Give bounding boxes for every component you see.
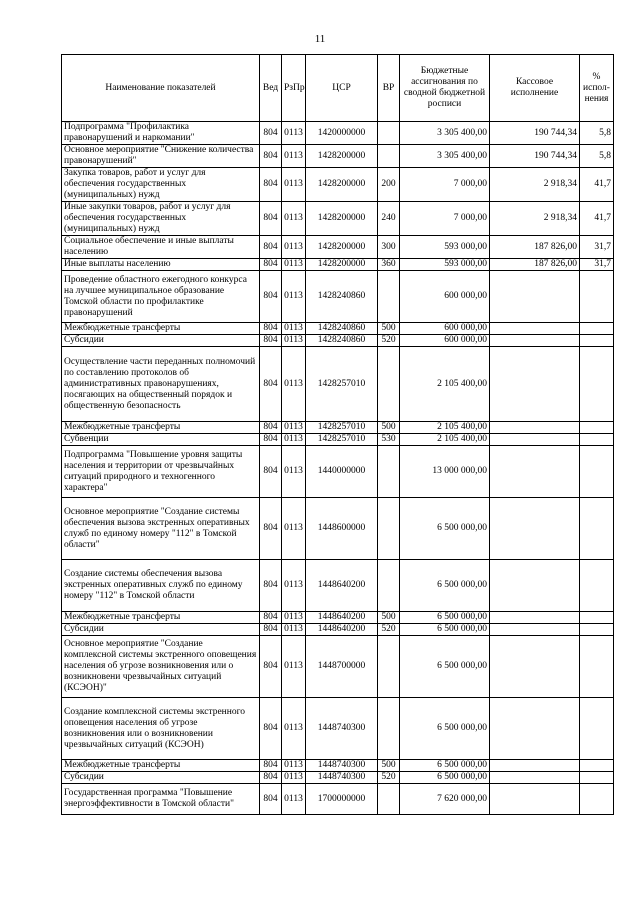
cell-ved: 804	[260, 760, 282, 772]
header-name: Наименование показателей	[62, 55, 260, 122]
page-number: 11	[314, 33, 326, 45]
cell-vr	[378, 122, 400, 145]
cell-vr	[378, 498, 400, 560]
cell-name: Основное мероприятие "Создание комплексной системы экстренного оповещения населения об угрозе возникновения или о возникновени чрезвычайных ситуаций (КСЭОН)"	[62, 636, 260, 698]
cell-vr: 360	[378, 259, 400, 271]
cell-rzpr: 0113	[282, 636, 306, 698]
cell-ved: 804	[260, 560, 282, 612]
table-body	[62, 122, 614, 815]
cell-pct	[580, 784, 614, 815]
cell-vr	[378, 145, 400, 168]
cell-csr: 1428257010	[306, 434, 378, 446]
cell-name: Подпрограмма "Повышение уровня защиты населения и территории от чрезвычайных ситуаций природного и техногенного характера"	[62, 446, 260, 498]
cell-cash	[490, 560, 580, 612]
cell-pct	[580, 612, 614, 624]
cell-name: Субсидии	[62, 335, 260, 347]
cell-vr: 520	[378, 335, 400, 347]
header-vr: ВР	[378, 55, 400, 122]
cell-vr: 200	[378, 168, 400, 202]
cell-pct	[580, 434, 614, 446]
cell-name: Основное мероприятие "Снижение количества правонарушений"	[62, 145, 260, 168]
cell-vr: 300	[378, 236, 400, 259]
header-cash: Кассовое исполнение	[490, 55, 580, 122]
cell-rzpr: 0113	[282, 624, 306, 636]
cell-pct: 5,8	[580, 122, 614, 145]
header-rzpr: РзПр	[282, 55, 306, 122]
cell-budget: 3 305 400,00	[400, 122, 490, 145]
cell-pct	[580, 560, 614, 612]
cell-name: Основное мероприятие "Создание системы обеспечения вызова экстренных оперативных служб по единому номеру "112" в Томской области"	[62, 498, 260, 560]
cell-name: Проведение областного ежегодного конкурса на лучшее муниципальное образование Томской области по профилактике правонарушений	[62, 271, 260, 323]
cell-rzpr: 0113	[282, 271, 306, 323]
cell-vr: 520	[378, 772, 400, 784]
cell-ved: 804	[260, 347, 282, 422]
cell-cash	[490, 347, 580, 422]
header-csr: ЦСР	[306, 55, 378, 122]
table-row	[62, 335, 614, 347]
cell-ved: 804	[260, 624, 282, 636]
cell-csr: 1428200000	[306, 145, 378, 168]
cell-cash	[490, 624, 580, 636]
cell-cash	[490, 323, 580, 335]
cell-ved: 804	[260, 335, 282, 347]
cell-name: Субсидии	[62, 624, 260, 636]
cell-csr: 1448640200	[306, 624, 378, 636]
cell-cash	[490, 636, 580, 698]
cell-rzpr: 0113	[282, 784, 306, 815]
cell-cash	[490, 784, 580, 815]
cell-ved: 804	[260, 498, 282, 560]
header-percent: % испол-нения	[580, 55, 614, 122]
table-row	[62, 323, 614, 335]
cell-csr: 1440000000	[306, 446, 378, 498]
table-row	[62, 560, 614, 612]
cell-pct	[580, 498, 614, 560]
cell-rzpr: 0113	[282, 168, 306, 202]
cell-rzpr: 0113	[282, 498, 306, 560]
table-row	[62, 784, 614, 815]
table-row	[62, 145, 614, 168]
cell-pct	[580, 335, 614, 347]
cell-name: Подпрограмма "Профилактика правонарушений и наркомании"	[62, 122, 260, 145]
cell-csr: 1448640200	[306, 612, 378, 624]
cell-name: Субвенции	[62, 434, 260, 446]
cell-ved: 804	[260, 271, 282, 323]
cell-budget: 600 000,00	[400, 335, 490, 347]
cell-pct	[580, 636, 614, 698]
cell-budget: 6 500 000,00	[400, 636, 490, 698]
cell-ved: 804	[260, 122, 282, 145]
table-row	[62, 624, 614, 636]
cell-cash	[490, 335, 580, 347]
cell-pct	[580, 323, 614, 335]
cell-vr	[378, 636, 400, 698]
cell-csr: 1448640200	[306, 560, 378, 612]
cell-ved: 804	[260, 772, 282, 784]
cell-budget: 6 500 000,00	[400, 560, 490, 612]
table-row	[62, 698, 614, 760]
cell-budget: 2 105 400,00	[400, 434, 490, 446]
cell-vr: 500	[378, 323, 400, 335]
cell-budget: 6 500 000,00	[400, 698, 490, 760]
cell-name: Межбюджетные трансферты	[62, 612, 260, 624]
cell-cash: 190 744,34	[490, 145, 580, 168]
table-row	[62, 236, 614, 259]
cell-name: Социальное обеспечение и иные выплаты населению	[62, 236, 260, 259]
cell-cash: 2 918,34	[490, 168, 580, 202]
cell-pct	[580, 347, 614, 422]
cell-ved: 804	[260, 784, 282, 815]
cell-cash	[490, 772, 580, 784]
cell-rzpr: 0113	[282, 446, 306, 498]
cell-name: Субсидии	[62, 772, 260, 784]
cell-pct	[580, 271, 614, 323]
cell-name: Создание комплексной системы экстренного оповещения населения об угрозе возникновения или о возникновении чрезвычайных ситуаций (КСЭОН)	[62, 698, 260, 760]
budget-execution-table	[61, 54, 614, 815]
cell-rzpr: 0113	[282, 422, 306, 434]
cell-ved: 804	[260, 446, 282, 498]
cell-cash: 187 826,00	[490, 259, 580, 271]
cell-csr: 1428200000	[306, 236, 378, 259]
table-row	[62, 347, 614, 422]
cell-cash: 190 744,34	[490, 122, 580, 145]
cell-pct: 41,7	[580, 202, 614, 236]
cell-vr: 500	[378, 612, 400, 624]
cell-cash: 2 918,34	[490, 202, 580, 236]
cell-rzpr: 0113	[282, 560, 306, 612]
cell-csr: 1448740300	[306, 698, 378, 760]
cell-ved: 804	[260, 698, 282, 760]
header-budget: Бюджетные ассигнования по сводной бюджетной росписи	[400, 55, 490, 122]
cell-budget: 6 500 000,00	[400, 612, 490, 624]
cell-budget: 13 000 000,00	[400, 446, 490, 498]
cell-cash	[490, 446, 580, 498]
cell-csr: 1428200000	[306, 259, 378, 271]
cell-name: Государственная программа "Повышение энергоэффективности в Томской области"	[62, 784, 260, 815]
cell-pct	[580, 698, 614, 760]
cell-vr: 530	[378, 434, 400, 446]
cell-csr: 1448740300	[306, 772, 378, 784]
cell-vr: 520	[378, 624, 400, 636]
cell-csr: 1448740300	[306, 760, 378, 772]
cell-ved: 804	[260, 236, 282, 259]
table-row	[62, 636, 614, 698]
cell-name: Межбюджетные трансферты	[62, 760, 260, 772]
cell-pct	[580, 446, 614, 498]
cell-csr: 1428240860	[306, 271, 378, 323]
cell-ved: 804	[260, 434, 282, 446]
cell-cash	[490, 271, 580, 323]
cell-budget: 593 000,00	[400, 236, 490, 259]
cell-name: Закупка товаров, работ и услуг для обеспечения государственных (муниципальных) нужд	[62, 168, 260, 202]
cell-ved: 804	[260, 636, 282, 698]
cell-pct: 5,8	[580, 145, 614, 168]
header-ved: Вед	[260, 55, 282, 122]
table-row	[62, 168, 614, 202]
cell-ved: 804	[260, 145, 282, 168]
cell-name: Иные закупки товаров, работ и услуг для обеспечения государственных (муниципальных) нужд	[62, 202, 260, 236]
cell-name: Межбюджетные трансферты	[62, 323, 260, 335]
cell-pct	[580, 760, 614, 772]
cell-budget: 3 305 400,00	[400, 145, 490, 168]
cell-vr	[378, 271, 400, 323]
cell-budget: 6 500 000,00	[400, 760, 490, 772]
cell-budget: 6 500 000,00	[400, 772, 490, 784]
cell-ved: 804	[260, 323, 282, 335]
cell-pct	[580, 422, 614, 434]
table-row	[62, 772, 614, 784]
cell-budget: 6 500 000,00	[400, 624, 490, 636]
cell-pct: 31,7	[580, 236, 614, 259]
cell-pct	[580, 624, 614, 636]
cell-name: Осуществление части переданных полномочий по составлению протоколов об административных правонарушениях, посягающих на общественный порядок и общественную безопасность	[62, 347, 260, 422]
table-row	[62, 122, 614, 145]
cell-vr: 500	[378, 422, 400, 434]
cell-ved: 804	[260, 168, 282, 202]
cell-csr: 1428240860	[306, 335, 378, 347]
cell-csr: 1448700000	[306, 636, 378, 698]
cell-cash	[490, 434, 580, 446]
cell-vr	[378, 347, 400, 422]
cell-csr: 1448600000	[306, 498, 378, 560]
cell-cash	[490, 612, 580, 624]
cell-csr: 1420000000	[306, 122, 378, 145]
cell-csr: 1428257010	[306, 347, 378, 422]
cell-rzpr: 0113	[282, 145, 306, 168]
cell-name: Межбюджетные трансферты	[62, 422, 260, 434]
cell-rzpr: 0113	[282, 122, 306, 145]
cell-csr: 1428200000	[306, 168, 378, 202]
cell-rzpr: 0113	[282, 347, 306, 422]
cell-pct: 41,7	[580, 168, 614, 202]
cell-budget: 593 000,00	[400, 259, 490, 271]
cell-cash	[490, 422, 580, 434]
cell-budget: 600 000,00	[400, 271, 490, 323]
cell-cash: 187 826,00	[490, 236, 580, 259]
cell-vr: 500	[378, 760, 400, 772]
table-row	[62, 259, 614, 271]
table-row	[62, 760, 614, 772]
cell-budget: 7 620 000,00	[400, 784, 490, 815]
cell-budget: 600 000,00	[400, 323, 490, 335]
cell-pct: 31,7	[580, 259, 614, 271]
cell-rzpr: 0113	[282, 434, 306, 446]
cell-rzpr: 0113	[282, 202, 306, 236]
cell-rzpr: 0113	[282, 335, 306, 347]
cell-name: Иные выплаты населению	[62, 259, 260, 271]
cell-csr: 1428240860	[306, 323, 378, 335]
cell-budget: 2 105 400,00	[400, 422, 490, 434]
cell-pct	[580, 772, 614, 784]
cell-vr	[378, 560, 400, 612]
cell-budget: 6 500 000,00	[400, 498, 490, 560]
cell-vr: 240	[378, 202, 400, 236]
cell-vr	[378, 446, 400, 498]
cell-rzpr: 0113	[282, 760, 306, 772]
cell-cash	[490, 698, 580, 760]
cell-rzpr: 0113	[282, 612, 306, 624]
cell-rzpr: 0113	[282, 772, 306, 784]
table-row	[62, 422, 614, 434]
cell-budget: 7 000,00	[400, 168, 490, 202]
cell-ved: 804	[260, 259, 282, 271]
table-row	[62, 498, 614, 560]
cell-vr	[378, 698, 400, 760]
table-row	[62, 434, 614, 446]
cell-csr: 1428257010	[306, 422, 378, 434]
cell-cash	[490, 498, 580, 560]
cell-ved: 804	[260, 422, 282, 434]
cell-rzpr: 0113	[282, 236, 306, 259]
cell-name: Создание системы обеспечения вызова экстренных оперативных служб по единому номеру "112" в Томской области	[62, 560, 260, 612]
table-row	[62, 202, 614, 236]
cell-ved: 804	[260, 202, 282, 236]
cell-ved: 804	[260, 612, 282, 624]
cell-csr: 1700000000	[306, 784, 378, 815]
table-header-row	[62, 55, 614, 122]
table-row	[62, 612, 614, 624]
cell-rzpr: 0113	[282, 259, 306, 271]
cell-cash	[490, 760, 580, 772]
cell-vr	[378, 784, 400, 815]
cell-rzpr: 0113	[282, 323, 306, 335]
cell-budget: 2 105 400,00	[400, 347, 490, 422]
cell-rzpr: 0113	[282, 698, 306, 760]
table-row	[62, 271, 614, 323]
cell-budget: 7 000,00	[400, 202, 490, 236]
cell-csr: 1428200000	[306, 202, 378, 236]
table-row	[62, 446, 614, 498]
